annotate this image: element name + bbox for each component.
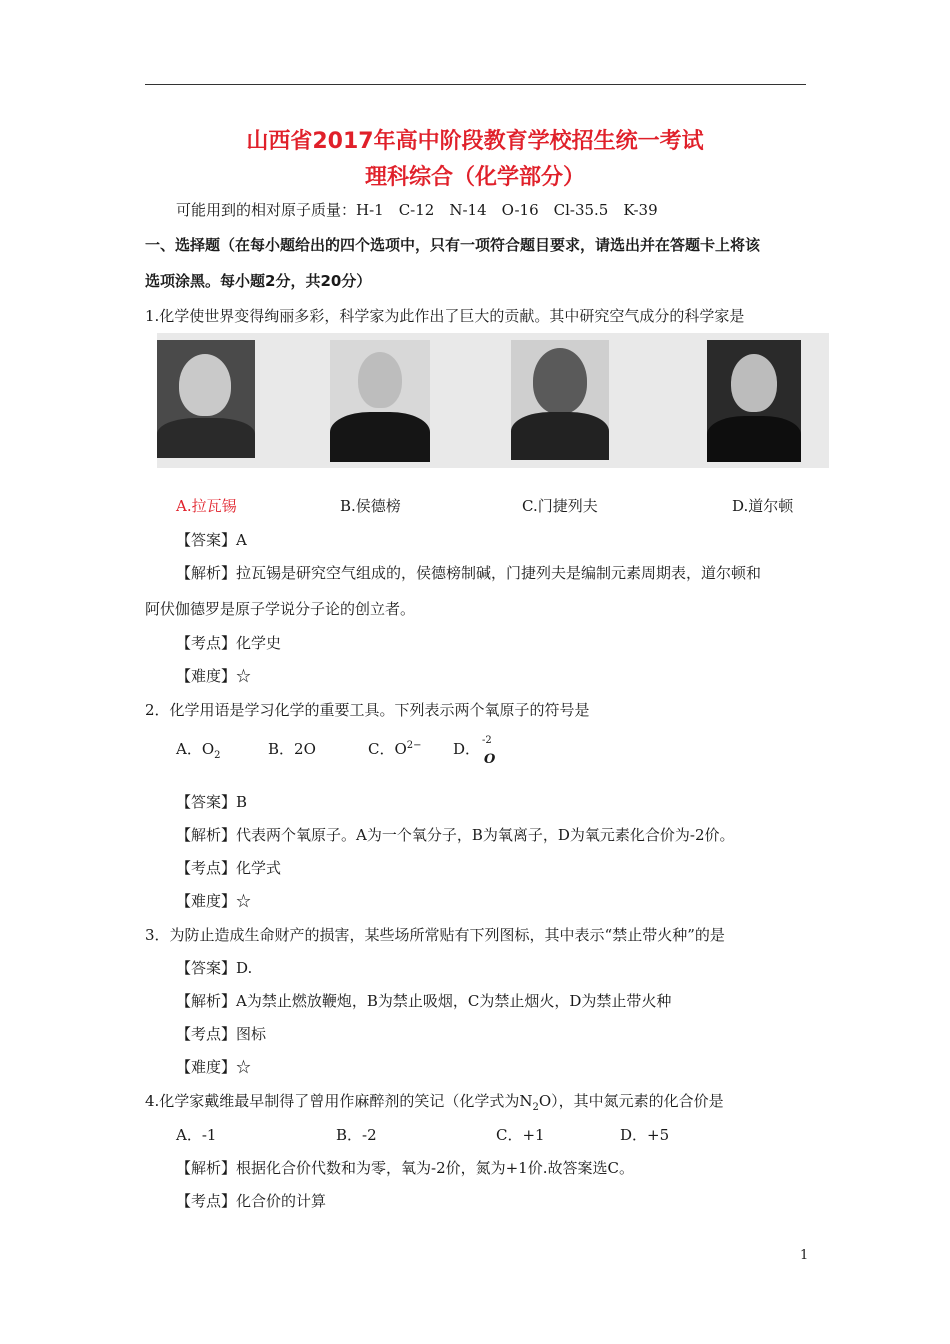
atomic-mass-note: 可能用到的相对原子质量：H-1 C-12 N-14 O-16 Cl-35.5 K-39 xyxy=(176,201,658,219)
q4-option-c: C．+1 xyxy=(496,1126,545,1144)
q4-kaodian: 【考点】化合价的计算 xyxy=(176,1192,327,1210)
portrait-dalton xyxy=(707,340,801,462)
q1-stem: 1.化学使世界变得绚丽多彩，科学家为此作出了巨大的贡献。其中研究空气成分的科学家是 xyxy=(145,307,745,325)
exam-subtitle: 理科综合（化学部分） xyxy=(364,165,585,190)
q2-option-a-symbol: O xyxy=(201,740,215,758)
q4-stem xyxy=(145,1090,724,1113)
q4-stem-subscript: 2 xyxy=(532,1102,539,1113)
q1-analysis-line2: 阿伏伽德罗是原子学说分子论的创立者。 xyxy=(145,600,416,618)
q2-option-b: B．2O xyxy=(268,740,316,758)
q1-option-b: B.侯德榜 xyxy=(340,497,401,515)
q2-kaodian: 【考点】化学式 xyxy=(176,859,282,877)
header-rule xyxy=(145,84,806,85)
q2-option-d-valence: -2 xyxy=(482,735,492,746)
q4-stem-pre: 4.化学家戴维最早制得了曾用作麻醉剂的笑记（化学式为N xyxy=(145,1092,533,1110)
q2-difficulty: 【难度】☆ xyxy=(176,892,252,910)
q2-option-c-symbol: C．O xyxy=(368,740,407,758)
page-number: 1 xyxy=(800,1248,809,1263)
q1-difficulty: 【难度】☆ xyxy=(176,667,252,685)
q2-option-a-label: A． xyxy=(176,740,202,758)
q4-option-a: A．-1 xyxy=(176,1126,217,1144)
q2-analysis: 【解析】代表两个氧原子。A为一个氧分子，B为氧离子，D为氧元素化合价为-2价。 xyxy=(176,826,735,844)
q2-option-c xyxy=(368,738,422,759)
portrait-mendeleev xyxy=(511,340,609,460)
q3-answer: 【答案】D. xyxy=(176,959,253,977)
q3-stem: 3．为防止造成生命财产的损害，某些场所常贴有下列图标，其中表示“禁止带火种”的是 xyxy=(145,926,725,944)
q2-answer: 【答案】B xyxy=(176,793,248,811)
q1-option-d: D.道尔顿 xyxy=(732,497,794,515)
q2-stem: 2．化学用语是学习化学的重要工具。下列表示两个氧原子的符号是 xyxy=(145,701,590,719)
q2-option-c-charge: 2− xyxy=(406,740,422,751)
q3-analysis: 【解析】A为禁止燃放鞭炮，B为禁止吸烟，C为禁止烟火，D为禁止带火种 xyxy=(176,992,672,1010)
q2-option-d xyxy=(453,735,496,767)
q4-option-b: B．-2 xyxy=(336,1126,377,1144)
q4-stem-post: O），其中氮元素的化合价是 xyxy=(538,1092,724,1110)
q2-option-d-symbol: O xyxy=(484,752,496,767)
q2-option-d-label: D． xyxy=(453,740,481,758)
q1-analysis-line1: 【解析】拉瓦锡是研究空气组成的，侯德榜制碱，门捷列夫是编制元素周期表，道尔顿和 xyxy=(176,564,762,582)
q1-kaodian: 【考点】化学史 xyxy=(176,634,282,652)
q1-option-a: A.拉瓦锡 xyxy=(176,497,237,515)
q2-option-a xyxy=(176,738,221,761)
q3-kaodian: 【考点】图标 xyxy=(176,1025,267,1043)
q1-answer: 【答案】A xyxy=(176,531,247,549)
section-heading-line1: 一、选择题（在每小题给出的四个选项中，只有一项符合题目要求，请选出并在答题卡上将该 xyxy=(145,236,761,254)
section-heading-line2: 选项涂黑。每小题2分，共20分） xyxy=(145,272,372,290)
q2-option-a-subscript: 2 xyxy=(214,750,221,761)
portrait-hou-debang xyxy=(330,340,430,462)
portrait-lavoisier xyxy=(157,340,255,458)
q4-analysis: 【解析】根据化合价代数和为零，氧为-2价，氮为+1价.故答案选C。 xyxy=(176,1159,634,1177)
q1-option-c: C.门捷列夫 xyxy=(522,497,598,515)
q4-option-d: D．+5 xyxy=(620,1126,670,1144)
scientist-photos xyxy=(157,333,829,468)
exam-title: 山西省2017年高中阶段教育学校招生统一考试 xyxy=(246,129,704,154)
q3-difficulty: 【难度】☆ xyxy=(176,1058,252,1076)
